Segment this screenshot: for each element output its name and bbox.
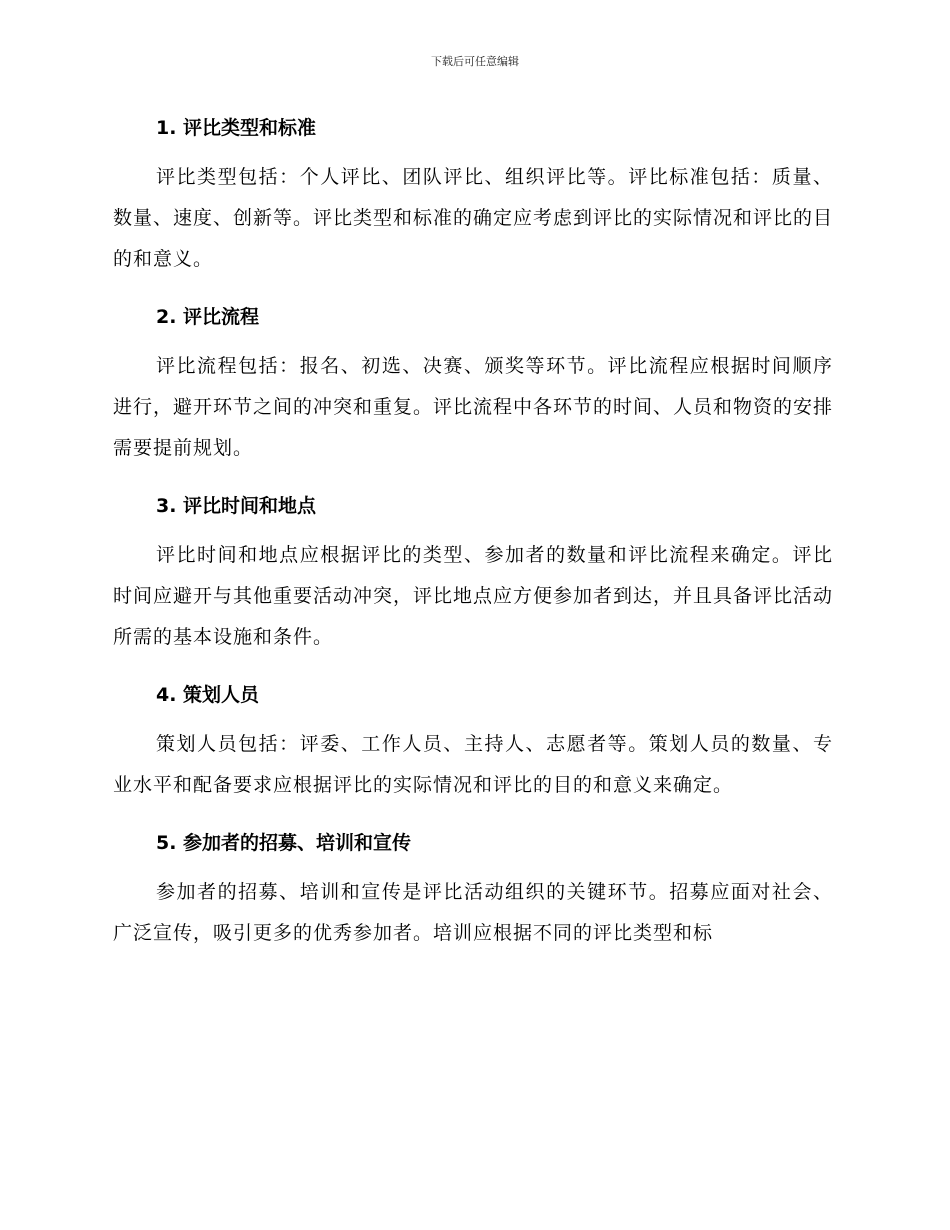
section-heading: 3. 评比时间和地点 <box>156 495 317 517</box>
section-paragraph: 评比时间和地点应根据评比的类型、参加者的数量和评比流程来确定。评比时间应避开与其他重要活动冲突，评比地点应方便参加者到达，并且具备评比活动所需的基本设施和条件。 <box>113 544 834 648</box>
section-paragraph: 策划人员包括：评委、工作人员、主持人、志愿者等。策划人员的数量、专业水平和配备要求应根据评比的实际情况和评比的目的和意义来确定。 <box>113 733 833 796</box>
section-paragraph: 评比类型包括：个人评比、团队评比、组织评比等。评比标准包括：质量、数量、速度、创新等。评比类型和标准的确定应考虑到评比的实际情况和评比的目的和意义。 <box>113 166 834 270</box>
section-evaluation-process <box>113 301 833 469</box>
section-paragraph: 参加者的招募、培训和宣传是评比活动组织的关键环节。招募应面对社会、广泛宣传，吸引更多的优秀参加者。培训应根据不同的评比类型和标 <box>113 881 833 944</box>
section-heading: 5. 参加者的招募、培训和宣传 <box>156 832 412 854</box>
document-body <box>113 112 833 975</box>
section-evaluation-types <box>113 112 833 280</box>
page-header-note: 下载后可任意编辑 <box>431 55 519 68</box>
section-heading: 1. 评比类型和标准 <box>156 117 317 139</box>
section-participant-recruitment <box>113 827 833 954</box>
section-time-and-location <box>113 490 833 658</box>
section-heading: 4. 策划人员 <box>156 684 260 706</box>
section-planning-staff <box>113 679 833 806</box>
section-heading: 2. 评比流程 <box>156 306 260 328</box>
section-paragraph: 评比流程包括：报名、初选、决赛、颁奖等环节。评比流程应根据时间顺序进行，避开环节之间的冲突和重复。评比流程中各环节的时间、人员和物资的安排需要提前规划。 <box>113 355 834 459</box>
